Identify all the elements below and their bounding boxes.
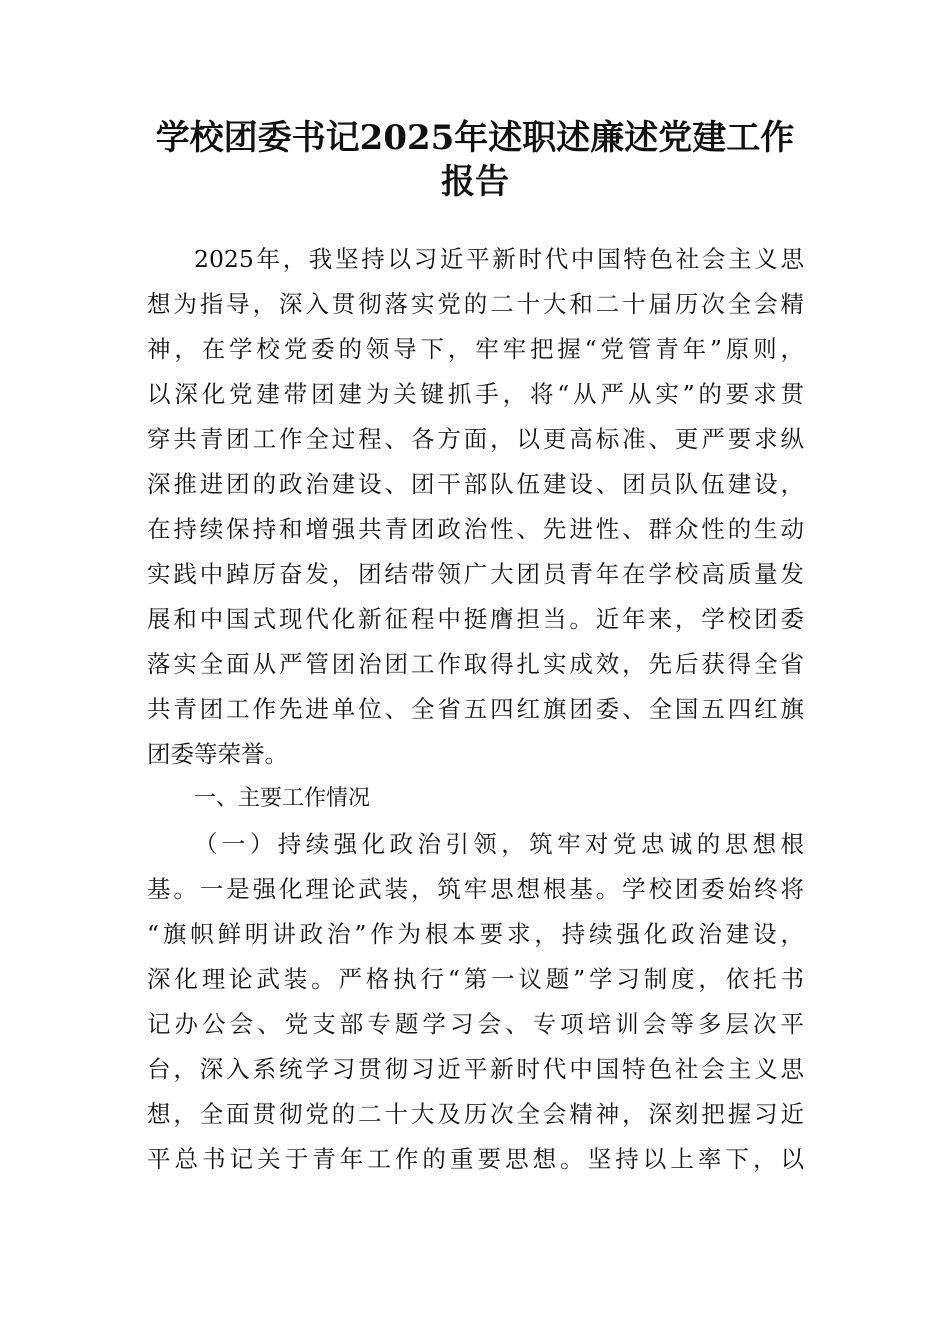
paragraph-line: 实践中踔厉奋发，团结带领广大团员青年在学校高质量发 [147, 560, 804, 588]
document-title-line-2: 报告 [441, 162, 509, 202]
paragraph-line: 团委等荣誉。 [147, 740, 288, 768]
paragraph-line: 在持续保持和增强共青团政治性、先进性、群众性的生动 [147, 515, 804, 543]
paragraph-line: 记办公会、党支部专题学习会、专项培训会等多层次平 [147, 1010, 804, 1038]
paragraph-line: 想为指导，深入贯彻落实党的二十大和二十届历次全会精 [147, 290, 804, 318]
paragraph-line: 深化理论武装。严格执行“第一议题”学习制度，依托书 [147, 965, 804, 993]
paragraph-line: 2025年，我坚持以习近平新时代中国特色社会主义思 [194, 245, 804, 273]
paragraph-line: 共青团工作先进单位、全省五四红旗团委、全国五四红旗 [147, 695, 804, 723]
paragraph-line: 神，在学校党委的领导下，牢牢把握“党管青年”原则， [147, 335, 804, 363]
paragraph-line: 落实全面从严管团治团工作取得扎实成效，先后获得全省 [147, 650, 804, 678]
paragraph-line: 台，深入系统学习贯彻习近平新时代中国特色社会主义思 [147, 1055, 804, 1083]
document-title-line-1: 学校团委书记2025年述职述廉述党建工作 [155, 118, 795, 158]
paragraph-line: 展和中国式现代化新征程中挺膺担当。近年来，学校团委 [147, 605, 804, 633]
paragraph-line: 以深化党建带团建为关键抓手，将“从严从实”的要求贯 [147, 380, 804, 408]
paragraph-line: 想，全面贯彻党的二十大及历次全会精神，深刻把握习近 [147, 1100, 804, 1128]
paragraph-line: 深推进团的政治建设、团干部队伍建设、团员队伍建设， [147, 470, 804, 498]
paragraph-line: 平总书记关于青年工作的重要思想。坚持以上率下，以 [147, 1145, 804, 1173]
paragraph-line: 穿共青团工作全过程、各方面，以更高标准、更严要求纵 [147, 425, 804, 453]
paragraph-line: “旗帜鲜明讲政治”作为根本要求，持续强化政治建设， [147, 920, 804, 948]
paragraph-line: （一）持续强化政治引领，筑牢对党忠诚的思想根 [194, 830, 804, 858]
section-heading: 一、主要工作情况 [194, 786, 371, 811]
paragraph-line: 基。一是强化理论武装，筑牢思想根基。学校团委始终将 [147, 875, 804, 903]
